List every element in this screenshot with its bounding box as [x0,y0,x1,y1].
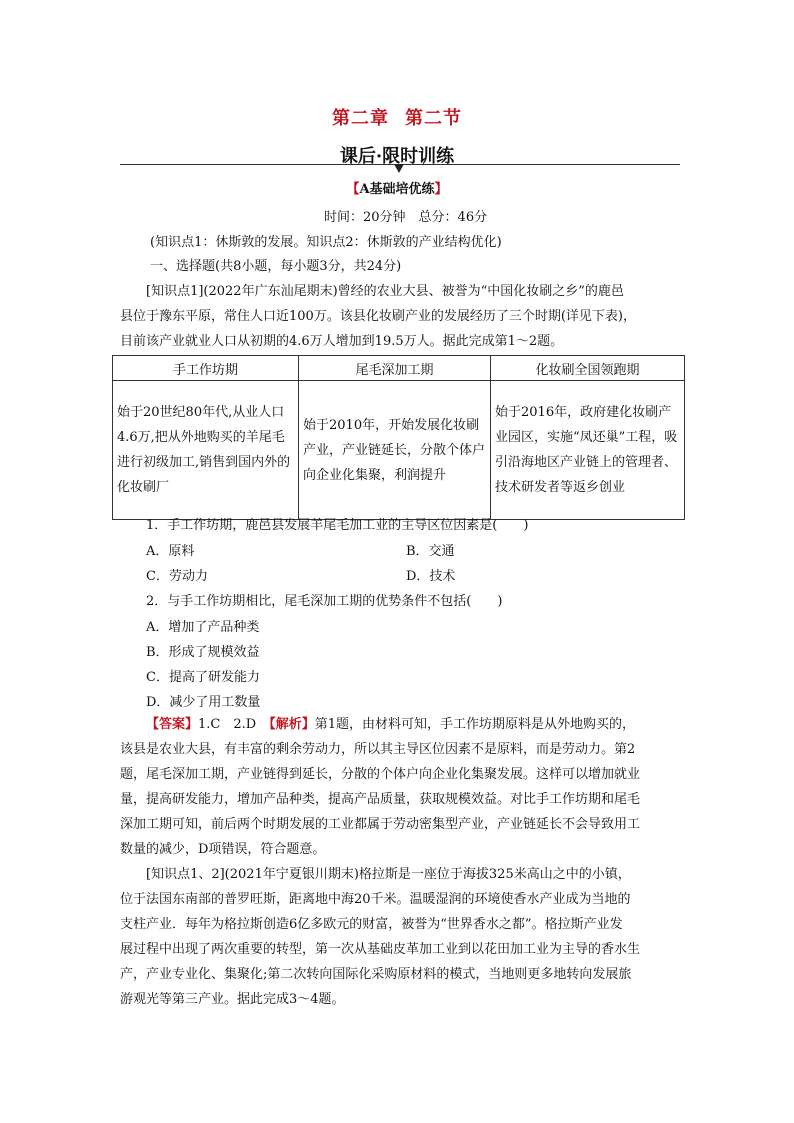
knowledge-points: (知识点1：休斯敦的发展。知识点2：休斯敦的产业结构优化) [150,235,502,250]
analysis-text: 第1题，由材料可知，手工作坊期原料是从外地购买的， [314,717,635,732]
answer-text: 1.C 2.D [198,717,270,732]
passage2-line: 展过程中出现了两次重要的转型，第一次从基础皮革加工业到以花田加工业为主导的香水生 [120,942,641,957]
analysis-line: 该县是农业大县，有丰富的剩余劳动力，所以其主导区位因素不是原料，而是劳动力。第2 [120,742,636,757]
analysis-line: 数量的减少，D项错误，符合题意。 [120,842,326,857]
answer-first-line [146,714,635,736]
passage2-line: 位于法国东南部的普罗旺斯，距离地中海20千米。温暖湿润的环境使香水产业成为当地的 [120,892,631,907]
section-number: 第二节 [405,108,462,129]
passage2-line: [知识点1、2](2021年宁夏银川期末)格拉斯是一座位于海拔325米高山之中的小镇， [146,867,631,882]
table-row [113,381,685,520]
answer-label: 【答案】 [146,717,199,732]
section-label: 【A基础培优练】 [346,182,448,197]
question-1-stem: 1．手工作坊期，鹿邑县发展羊尾毛加工业的主导区位因素是( ) [146,518,529,533]
section-label-text: A基础培优练 [359,182,435,197]
question-1-option-a: A．原料 [146,544,195,559]
table-header-cell: 尾毛深加工期 [299,356,491,381]
question-2-option-a: A．增加了产品种类 [146,620,260,635]
table-header-cell: 手工作坊期 [113,356,299,381]
table-header-row [113,356,685,381]
passage2-line: 游观光等第三产业。据此完成3～4题。 [120,992,345,1007]
time-info: 时间：20分钟 总分：46分 [324,210,488,225]
question-2-option-c: C．提高了研发能力 [146,670,260,685]
analysis-label: 【解析】 [269,717,315,732]
development-periods-table [112,355,685,520]
chapter-title [0,104,794,130]
table-header-cell: 化妆刷全国领跑期 [491,356,685,381]
page-subtitle: 课后·限时训练 [339,146,455,167]
section-heading: 一、选择题(共8小题，每小题3分，共24分) [150,259,402,274]
passage2-line: 支柱产业．每年为格拉斯创造6亿多欧元的财富，被誉为“世界香水之都”。格拉斯产业发 [120,917,623,932]
passage1-line: 目前该产业就业人口从初期的4.6万人增加到19.5万人。据此完成第1～2题。 [120,334,564,349]
question-2-option-d: D．减少了用工数量 [146,695,261,710]
analysis-line: 深加工期可知，前后两个时期发展的工业都属于劳动密集型产业，产业链延长不会导致用工 [120,817,641,832]
table-cell: 始于2016年，政府建化妆刷产业园区，实施“凤还巢”工程，吸引沿海地区产业链上的管理者、技术研发者等返乡创业 [491,381,685,520]
passage2-line: 产，产业专业化、集聚化;第二次转向国际化采购原材料的模式，当地则更多地转向发展旅 [120,967,632,982]
question-1-option-c: C．劳动力 [146,569,208,584]
table-cell: 始于20世纪80年代,从业人口4.6万,把从外地购买的羊尾毛进行初级加工,销售到国内外的化妆刷厂 [113,381,299,520]
chapter-label: 第二章 [332,108,389,129]
passage1-line: 县位于豫东平原，常住人口近100万。该县化妆刷产业的发展经历了三个时期(详见下表)， [120,309,636,324]
question-2-stem: 2．与手工作坊期相比，尾毛深加工期的优势条件不包括( ) [146,594,503,609]
passage1-line: [知识点1](2022年广东汕尾期末)曾经的农业大县、被誉为“中国化妆刷之乡”的鹿邑 [146,284,624,299]
question-1-option-d: D．技术 [406,569,456,584]
divider-triangle-icon [394,164,404,173]
analysis-line: 量，提高研发能力，增加产品种类，提高产品质量，获取规模效益。对比手工作坊期和尾毛 [120,792,641,807]
question-2-option-b: B．形成了规模效益 [146,645,260,660]
question-1-option-b: B．交通 [406,544,455,559]
analysis-line: 题，尾毛深加工期，产业链得到延长，分散的个体户向企业化集聚发展。这样可以增加就业 [120,767,641,782]
table-cell: 始于2010年，开始发展化妆刷产业，产业链延长，分散个体户向企业化集聚，利润提升 [299,381,491,520]
